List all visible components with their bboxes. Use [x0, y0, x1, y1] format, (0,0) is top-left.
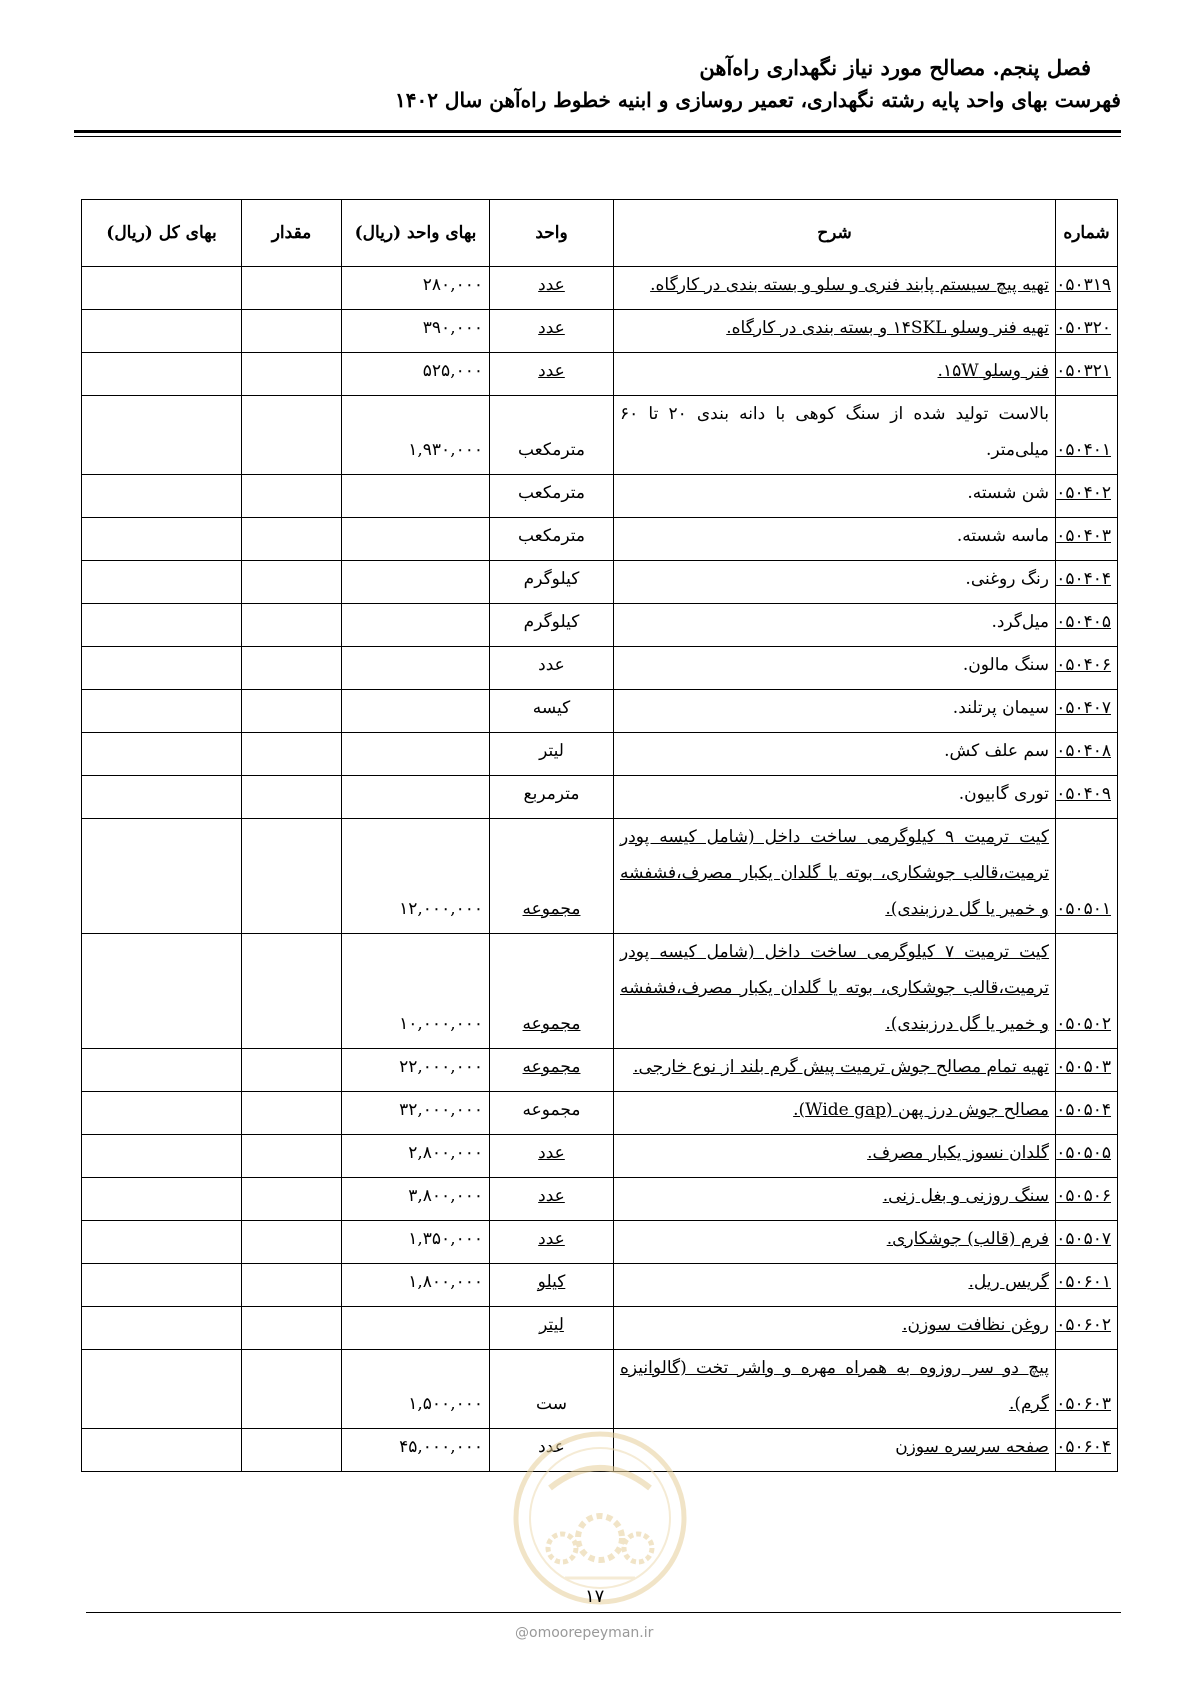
row-unit-price	[342, 776, 490, 819]
row-number: ۰۵۰۴۰۱	[1056, 396, 1118, 475]
row-description: گریس ریل.	[614, 1264, 1056, 1307]
row-number: ۰۵۰۴۰۸	[1056, 733, 1118, 776]
row-quantity	[242, 1221, 342, 1264]
row-number: ۰۵۰۴۰۲	[1056, 475, 1118, 518]
row-quantity	[242, 1350, 342, 1429]
row-quantity	[242, 1307, 342, 1350]
row-unit: عدد	[490, 1178, 614, 1221]
header-unit-price: بهای واحد (ریال)	[342, 200, 490, 267]
table-row	[82, 690, 1118, 733]
row-number: ۰۵۰۴۰۵	[1056, 604, 1118, 647]
website-watermark: @omoorepeyman.ir	[515, 1625, 654, 1641]
row-unit: مترمربع	[490, 776, 614, 819]
row-unit-price: ۲,۸۰۰,۰۰۰	[342, 1135, 490, 1178]
row-unit-price: ۱,۵۰۰,۰۰۰	[342, 1350, 490, 1429]
table-header-row	[82, 200, 1118, 267]
row-unit: مجموعه	[490, 1092, 614, 1135]
row-quantity	[242, 690, 342, 733]
table-row	[82, 934, 1118, 1049]
row-unit-price	[342, 475, 490, 518]
row-total-price	[82, 353, 242, 396]
row-description: تهیه فنر وسلو ۱۴SKL و بسته بندی در کارگاه.	[614, 310, 1056, 353]
row-quantity	[242, 934, 342, 1049]
row-number: ۰۵۰۶۰۳	[1056, 1350, 1118, 1429]
row-unit: کیلوگرم	[490, 561, 614, 604]
row-unit-price	[342, 518, 490, 561]
row-number: ۰۵۰۴۰۴	[1056, 561, 1118, 604]
table-row	[82, 1307, 1118, 1350]
row-total-price	[82, 1049, 242, 1092]
chapter-title: فصل پنجم. مصالح مورد نیاز نگهداری راه‌آهن	[699, 55, 1091, 80]
row-unit: عدد	[490, 310, 614, 353]
row-quantity	[242, 353, 342, 396]
row-unit: مجموعه	[490, 1049, 614, 1092]
row-description: سنگ روزنی و بغل زنی.	[614, 1178, 1056, 1221]
row-description: رنگ روغنی.	[614, 561, 1056, 604]
row-number: ۰۵۰۶۰۲	[1056, 1307, 1118, 1350]
row-unit-price: ۳۲,۰۰۰,۰۰۰	[342, 1092, 490, 1135]
row-unit: کیسه	[490, 690, 614, 733]
row-number: ۰۵۰۴۰۷	[1056, 690, 1118, 733]
table-row	[82, 733, 1118, 776]
row-unit: ست	[490, 1350, 614, 1429]
row-quantity	[242, 604, 342, 647]
row-unit-price: ۱,۹۳۰,۰۰۰	[342, 396, 490, 475]
row-unit-price: ۳,۸۰۰,۰۰۰	[342, 1178, 490, 1221]
row-description: روغن نظافت سوزن.	[614, 1307, 1056, 1350]
row-total-price	[82, 1135, 242, 1178]
row-total-price	[82, 1221, 242, 1264]
row-total-price	[82, 1429, 242, 1472]
row-quantity	[242, 561, 342, 604]
row-unit: لیتر	[490, 1307, 614, 1350]
row-quantity	[242, 310, 342, 353]
seal-watermark-icon	[510, 1428, 690, 1608]
row-total-price	[82, 733, 242, 776]
row-unit-price: ۳۹۰,۰۰۰	[342, 310, 490, 353]
header-unit: واحد	[490, 200, 614, 267]
header-total-price: بهای کل (ریال)	[82, 200, 242, 267]
row-total-price	[82, 1350, 242, 1429]
row-description: فنر وسلو ۱۵W.	[614, 353, 1056, 396]
row-total-price	[82, 561, 242, 604]
row-description: صفحه سرسره سوزن	[614, 1429, 1056, 1472]
row-unit-price	[342, 1307, 490, 1350]
row-unit: عدد	[490, 647, 614, 690]
page-header	[74, 52, 1121, 116]
row-description: مصالح جوش درز پهن (Wide gap).	[614, 1092, 1056, 1135]
row-description: توری گابیون.	[614, 776, 1056, 819]
row-description: پیچ دو سر روزوه به همراه مهره و واشر تخت (گالوانیزه گرم).	[614, 1350, 1056, 1429]
row-unit-price: ۲۸۰,۰۰۰	[342, 267, 490, 310]
row-quantity	[242, 1049, 342, 1092]
row-quantity	[242, 776, 342, 819]
row-unit: کیلو	[490, 1264, 614, 1307]
row-unit-price: ۱۲,۰۰۰,۰۰۰	[342, 819, 490, 934]
row-description: کیت ترمیت ۷ کیلوگرمی ساخت داخل (شامل کیسه پودر ترمیت،قالب جوشکاری، بوته یا گلدان یکبار مصرف،فشفشه و خمیر یا گل درزبندی).	[614, 934, 1056, 1049]
row-description: ماسه شسته.	[614, 518, 1056, 561]
row-quantity	[242, 1135, 342, 1178]
table-row	[82, 1092, 1118, 1135]
row-number: ۰۵۰۵۰۳	[1056, 1049, 1118, 1092]
row-number: ۰۵۰۶۰۱	[1056, 1264, 1118, 1307]
row-unit-price: ۴۵,۰۰۰,۰۰۰	[342, 1429, 490, 1472]
row-unit-price: ۲۲,۰۰۰,۰۰۰	[342, 1049, 490, 1092]
row-quantity	[242, 518, 342, 561]
row-unit-price: ۵۲۵,۰۰۰	[342, 353, 490, 396]
row-description: میل‌گرد.	[614, 604, 1056, 647]
table-row	[82, 647, 1118, 690]
row-total-price	[82, 604, 242, 647]
row-total-price	[82, 819, 242, 934]
row-quantity	[242, 267, 342, 310]
row-unit-price	[342, 647, 490, 690]
table-row	[82, 353, 1118, 396]
list-title: فهرست بهای واحد پایه رشته نگهداری، تعمیر روسازی و ابنیه خطوط راه‌آهن سال ۱۴۰۲	[395, 88, 1121, 112]
row-number: ۰۵۰۴۰۳	[1056, 518, 1118, 561]
header-rule-thick	[74, 130, 1121, 133]
table-row	[82, 1221, 1118, 1264]
row-quantity	[242, 1092, 342, 1135]
row-description: گلدان نسوز یکبار مصرف.	[614, 1135, 1056, 1178]
row-description: فرم (قالب) جوشکاری.	[614, 1221, 1056, 1264]
row-description: تهیه تمام مصالح جوش ترمیت پیش گرم بلند از نوع خارجی.	[614, 1049, 1056, 1092]
row-total-price	[82, 1092, 242, 1135]
table-row	[82, 396, 1118, 475]
row-number: ۰۵۰۵۰۴	[1056, 1092, 1118, 1135]
row-description: سیمان پرتلند.	[614, 690, 1056, 733]
table-row	[82, 475, 1118, 518]
row-description: سنگ مالون.	[614, 647, 1056, 690]
row-total-price	[82, 1178, 242, 1221]
table-row	[82, 776, 1118, 819]
row-unit: عدد	[490, 267, 614, 310]
row-unit-price	[342, 561, 490, 604]
row-unit-price	[342, 733, 490, 776]
table-row	[82, 267, 1118, 310]
row-total-price	[82, 396, 242, 475]
row-unit: لیتر	[490, 733, 614, 776]
row-number: ۰۵۰۵۰۱	[1056, 819, 1118, 934]
table-row	[82, 561, 1118, 604]
row-description: سم علف کش.	[614, 733, 1056, 776]
row-quantity	[242, 396, 342, 475]
table-row	[82, 819, 1118, 934]
row-unit: مترمکعب	[490, 518, 614, 561]
row-unit: عدد	[490, 1429, 614, 1472]
table-row	[82, 1135, 1118, 1178]
table-row	[82, 1264, 1118, 1307]
row-number: ۰۵۰۳۱۹	[1056, 267, 1118, 310]
row-unit-price: ۱,۳۵۰,۰۰۰	[342, 1221, 490, 1264]
header-rule-thin	[74, 136, 1121, 137]
row-total-price	[82, 267, 242, 310]
row-quantity	[242, 1178, 342, 1221]
row-description: بالاست تولید شده از سنگ کوهی با دانه بندی ۲۰ تا ۶۰ میلی‌متر.	[614, 396, 1056, 475]
header-description: شرح	[614, 200, 1056, 267]
row-quantity	[242, 733, 342, 776]
row-number: ۰۵۰۵۰۲	[1056, 934, 1118, 1049]
row-number: ۰۵۰۵۰۵	[1056, 1135, 1118, 1178]
row-unit: عدد	[490, 1221, 614, 1264]
row-number: ۰۵۰۶۰۴	[1056, 1429, 1118, 1472]
row-unit-price	[342, 690, 490, 733]
table-body	[82, 267, 1118, 1472]
row-unit: مترمکعب	[490, 475, 614, 518]
header-number: شماره	[1056, 200, 1118, 267]
row-total-price	[82, 1264, 242, 1307]
row-unit: مجموعه	[490, 819, 614, 934]
row-unit-price: ۱,۸۰۰,۰۰۰	[342, 1264, 490, 1307]
row-total-price	[82, 934, 242, 1049]
row-total-price	[82, 518, 242, 561]
row-quantity	[242, 1429, 342, 1472]
table-row	[82, 310, 1118, 353]
row-quantity	[242, 819, 342, 934]
row-description: شن شسته.	[614, 475, 1056, 518]
row-total-price	[82, 1307, 242, 1350]
row-total-price	[82, 776, 242, 819]
header-quantity: مقدار	[242, 200, 342, 267]
table-row	[82, 604, 1118, 647]
row-total-price	[82, 690, 242, 733]
row-number: ۰۵۰۳۲۱	[1056, 353, 1118, 396]
row-total-price	[82, 310, 242, 353]
page-number: ۱۷	[585, 1586, 605, 1607]
row-quantity	[242, 1264, 342, 1307]
row-quantity	[242, 647, 342, 690]
row-description: تهیه پیچ سیستم پابند فنری و سلو و بسته بندی در کارگاه.	[614, 267, 1056, 310]
row-number: ۰۵۰۴۰۹	[1056, 776, 1118, 819]
row-total-price	[82, 647, 242, 690]
table-row	[82, 518, 1118, 561]
row-unit: مجموعه	[490, 934, 614, 1049]
row-number: ۰۵۰۵۰۶	[1056, 1178, 1118, 1221]
row-unit: مترمکعب	[490, 396, 614, 475]
table-row	[82, 1049, 1118, 1092]
row-unit: عدد	[490, 353, 614, 396]
price-list-table	[81, 199, 1118, 1472]
row-unit: عدد	[490, 1135, 614, 1178]
table-row	[82, 1350, 1118, 1429]
footer-rule	[86, 1612, 1121, 1613]
table-row	[82, 1178, 1118, 1221]
row-number: ۰۵۰۴۰۶	[1056, 647, 1118, 690]
row-unit-price: ۱۰,۰۰۰,۰۰۰	[342, 934, 490, 1049]
row-quantity	[242, 475, 342, 518]
row-description: کیت ترمیت ۹ کیلوگرمی ساخت داخل (شامل کیسه پودر ترمیت،قالب جوشکاری، بوته یا گلدان یکبار مصرف،فشفشه و خمیر یا گل درزبندی).	[614, 819, 1056, 934]
row-total-price	[82, 475, 242, 518]
row-number: ۰۵۰۳۲۰	[1056, 310, 1118, 353]
row-unit-price	[342, 604, 490, 647]
row-unit: کیلوگرم	[490, 604, 614, 647]
row-number: ۰۵۰۵۰۷	[1056, 1221, 1118, 1264]
